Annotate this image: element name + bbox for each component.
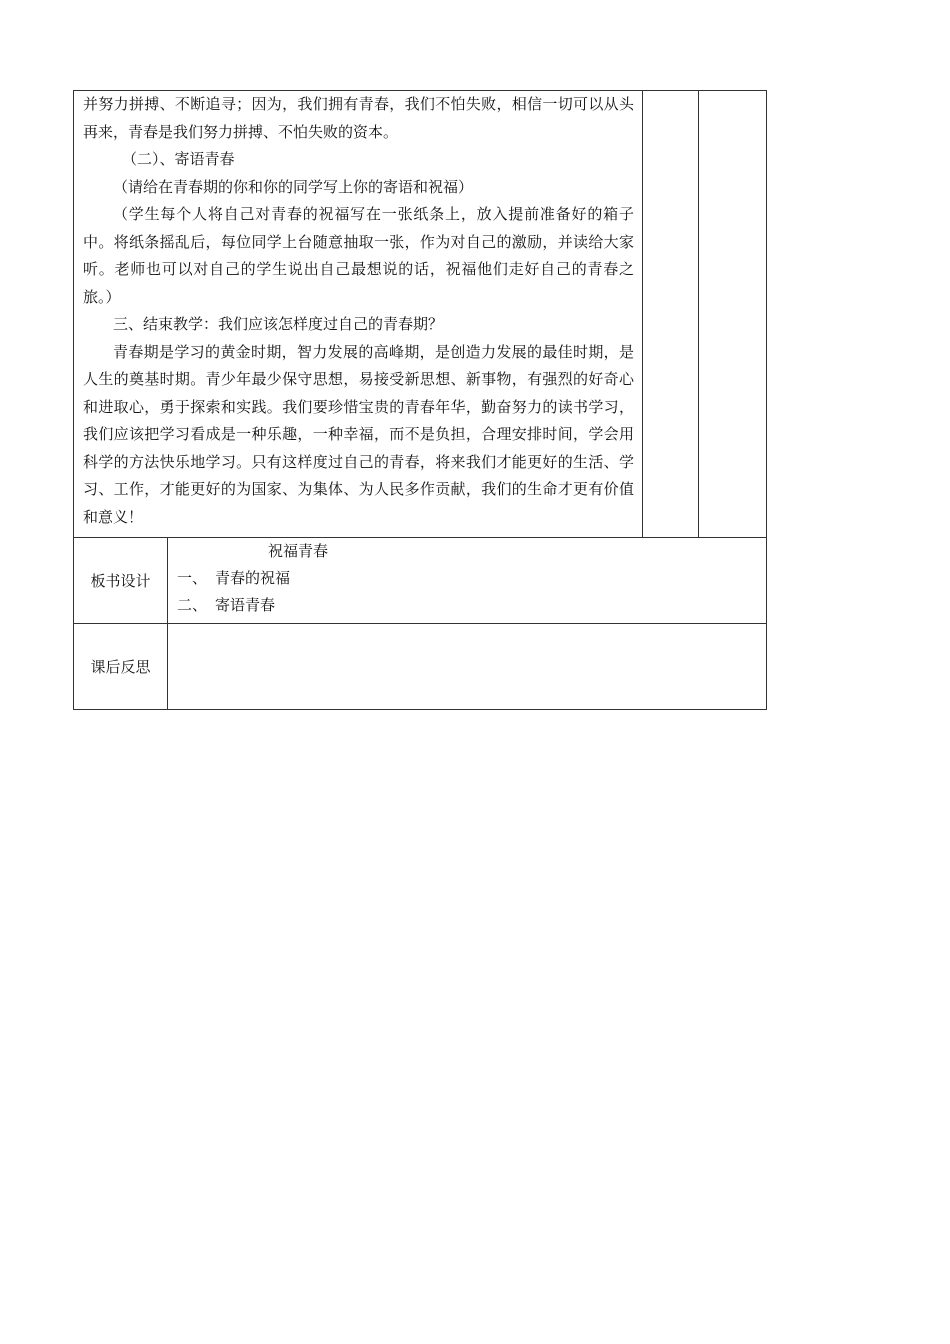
paragraph-continuation: 并努力拼搏、不断追寻；因为，我们拥有青春，我们不怕失败，相信一切可以从头再来，青春是我们努力拼搏、不怕失败的资本。 bbox=[83, 95, 634, 141]
reflection-label: 课后反思 bbox=[74, 624, 168, 710]
paragraph-instruction: （请给在青春期的你和你的同学写上你的寄语和祝福） bbox=[113, 177, 474, 196]
lesson-content-cell bbox=[74, 91, 643, 538]
empty-column-1 bbox=[643, 91, 699, 538]
section-heading-conclusion: 三、结束教学：我们应该怎样度过自己的青春期？ bbox=[113, 315, 444, 333]
paragraph-activity: （学生每个人将自己对青春的祝福写在一张纸条上，放入提前准备好的箱子中。将纸条摇乱后，每位同学上台随意抽取一张，作为对自己的激励，并读给大家听。老师也可以对自己的学生说出自己最想说的话，祝福他们走好自己的青春之旅。） bbox=[83, 205, 634, 306]
section-heading-blessing: （二）、寄语青春 bbox=[122, 150, 235, 168]
reflection-row bbox=[74, 624, 767, 710]
board-item bbox=[177, 565, 766, 592]
board-design-label: 板书设计 bbox=[74, 538, 168, 624]
board-design-row bbox=[74, 538, 767, 624]
empty-column-2 bbox=[699, 91, 767, 538]
board-item bbox=[177, 592, 766, 619]
board-item-number: 一、 bbox=[177, 569, 208, 587]
paragraph-conclusion: 青春期是学习的黄金时期，智力发展的高峰期，是创造力发展的最佳时期，是人生的奠基时期。青少年最少保守思想，易接受新思想、新事物，有强烈的好奇心和进取心，勇于探索和实践。我们要珍惜宝贵的青春年华，勤奋努力的读书学习，我们应该把学习看成是一种乐趣，一种幸福，而不是负担，合理安排时间，学会用科学的方法快乐地学习。只有这样度过自己的青春，将来我们才能更好的生活、学习、工作，才能更好的为国家、为集体、为人民多作贡献，我们的生命才更有价值和意义！ bbox=[83, 342, 634, 526]
reflection-content bbox=[168, 624, 767, 710]
lesson-process-row bbox=[74, 91, 767, 538]
board-item-text: 寄语青春 bbox=[215, 596, 276, 614]
lesson-plan-table bbox=[73, 90, 767, 710]
board-title: 祝福青春 bbox=[268, 542, 329, 560]
board-item-text: 青春的祝福 bbox=[215, 569, 291, 587]
board-design-content bbox=[168, 538, 767, 624]
board-item-number: 二、 bbox=[177, 596, 208, 614]
